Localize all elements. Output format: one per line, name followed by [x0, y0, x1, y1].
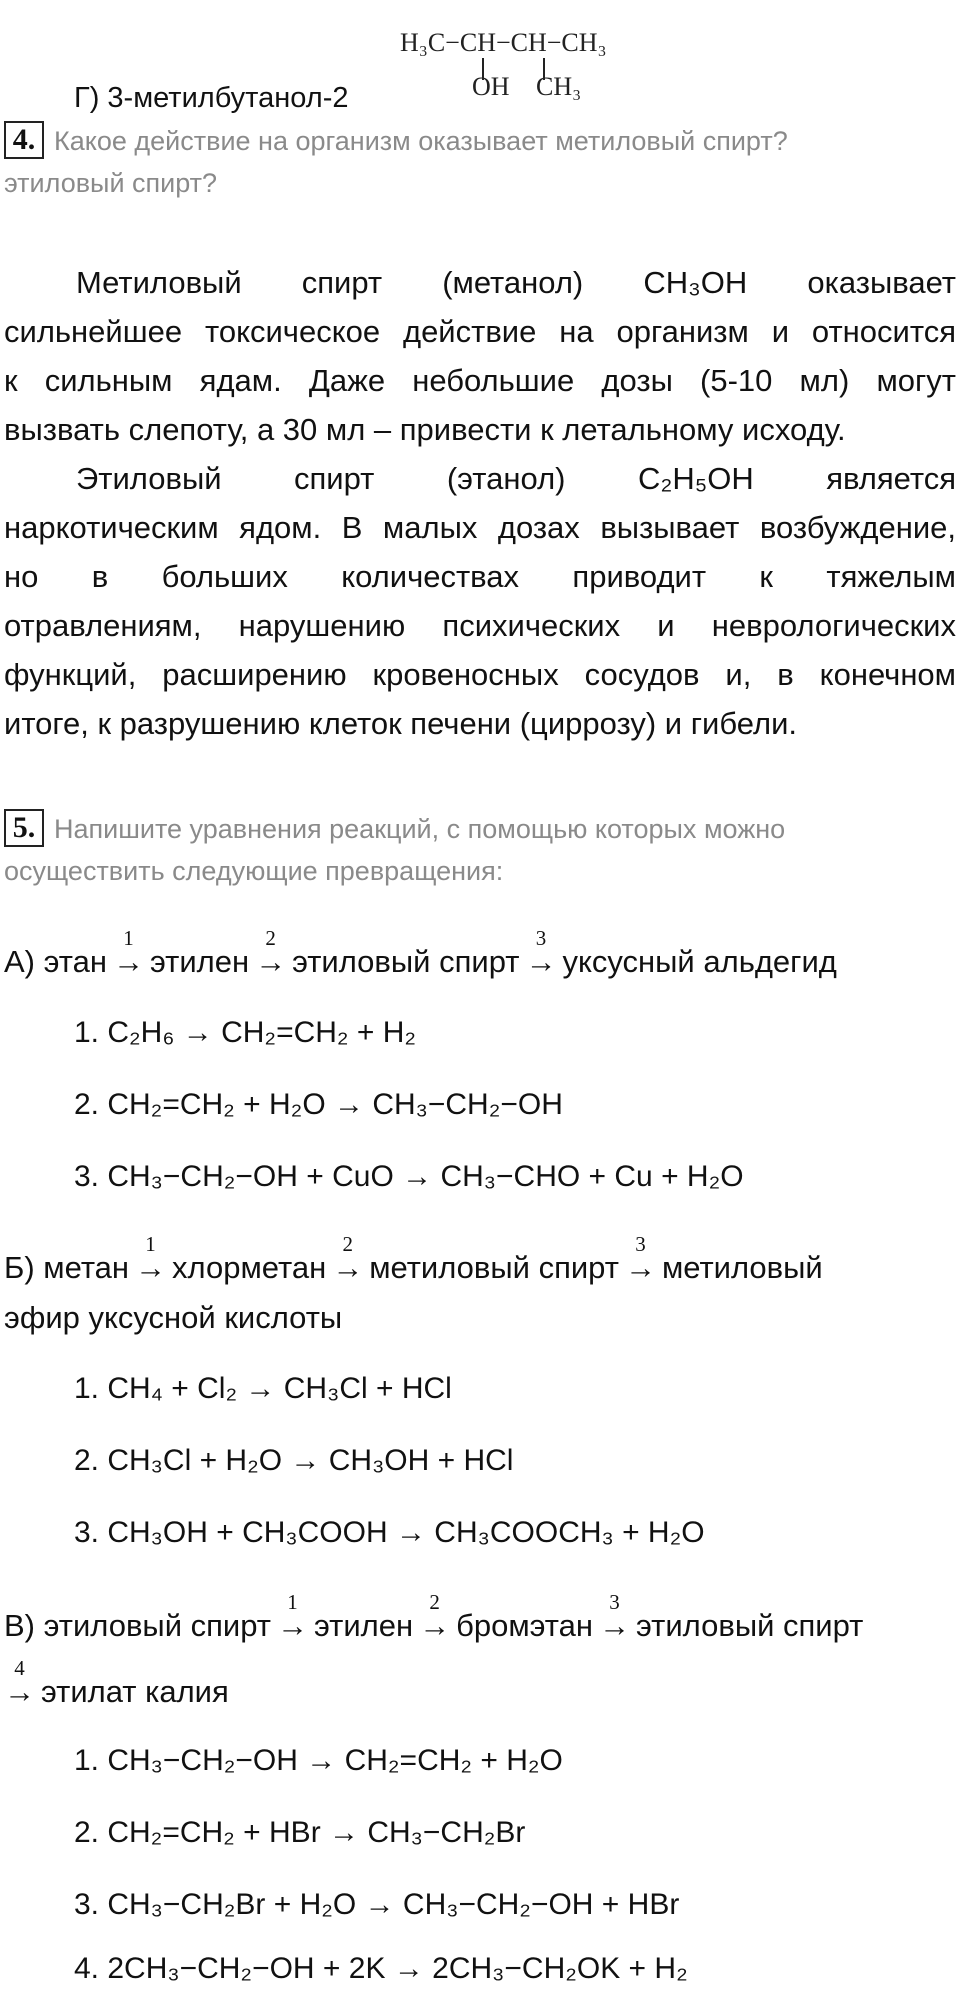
chain-item: уксусный альдегид	[562, 944, 837, 979]
paragraph-line: Метиловый спирт (метанол) CH₃OH оказывает	[76, 265, 956, 300]
arrow-step-number: 1	[287, 1590, 298, 1614]
question-5-text-line1: Напишите уравнения реакций, с помощью которых можно	[54, 814, 786, 844]
chain-item: этиловый спирт	[292, 944, 520, 979]
chain-item: метиловый спирт	[369, 1250, 619, 1285]
equation: 2. CH₂=CH₂ + H₂O → CH₃−CH₂−OH	[74, 1088, 563, 1121]
question-5-number: 5.	[4, 809, 44, 847]
formula-oh-group: OH	[472, 72, 510, 101]
paragraph-line: сильнейшее токсическое действие на организм и относится	[4, 314, 956, 349]
equation: 1. CH₄ + Cl₂ → CH₃Cl + HCl	[74, 1372, 452, 1405]
reaction-arrow: 3 →	[599, 1606, 630, 1646]
chain-b-continuation: эфир уксусной кислоты	[4, 1300, 343, 1335]
equation: 4. 2CH₃−CH₂−OH + 2K → 2CH₃−CH₂OK + H₂	[74, 1952, 688, 1985]
chain-v-continuation	[4, 1656, 229, 1712]
arrow-step-number: 4	[14, 1656, 25, 1680]
equation: 3. CH₃−CH₂Br + H₂O → CH₃−CH₂−OH + HBr	[74, 1888, 680, 1921]
reaction-arrow: 1 →	[135, 1248, 166, 1288]
reaction-arrow: 1 →	[113, 942, 144, 982]
arrow-step-number: 2	[429, 1590, 440, 1614]
chain-v	[4, 1590, 864, 1646]
arrow-step-number: 2	[342, 1232, 353, 1256]
chain-item: бромэтан	[456, 1608, 594, 1643]
paragraph-line: вызвать слепоту, а 30 мл – привести к летальному исходу.	[4, 412, 846, 447]
arrow-step-number: 1	[145, 1232, 156, 1256]
arrow-step-number: 3	[609, 1590, 620, 1614]
chain-a	[4, 926, 837, 982]
chain-item: этилен	[149, 944, 250, 979]
chain-label: Б)	[4, 1250, 35, 1285]
chain-item: метиловый	[661, 1250, 823, 1285]
arrow-step-number: 3	[535, 926, 547, 950]
question-4-text-line1: Какое действие на организм оказывает метиловый спирт?	[54, 126, 788, 156]
reaction-arrow: 4 →	[4, 1672, 35, 1712]
question-4	[4, 120, 788, 204]
arrow-step-number: 1	[123, 926, 134, 950]
question-4-number: 4.	[4, 121, 44, 159]
answer-4-paragraph-1	[4, 258, 956, 454]
chain-label: А)	[4, 944, 35, 979]
equation: 1. C₂H₆ → CH₂=CH₂ + H₂	[74, 1016, 417, 1049]
paragraph-line: Этиловый спирт (этанол) C₂H₅OH является	[76, 461, 956, 496]
formula-methyl-group: CH₃	[536, 72, 582, 101]
chain-item: этилен	[314, 1608, 414, 1643]
paragraph-line: наркотическим ядом. В малых дозах вызывает возбуждение,	[4, 510, 956, 545]
paragraph-line: к сильным ядам. Даже небольшие дозы (5-10 мл) могут	[4, 363, 956, 398]
equation: 3. CH₃−CH₂−OH + CuO → CH₃−CHO + Cu + H₂O	[74, 1160, 744, 1193]
question-5	[4, 808, 785, 892]
chain-item: этиловый спирт	[636, 1608, 864, 1643]
question-4-text-line2: этиловый спирт?	[4, 168, 218, 198]
arrow-step-number: 3	[635, 1232, 646, 1256]
reaction-arrow: 2 →	[419, 1606, 450, 1646]
reaction-arrow: 2 →	[255, 942, 286, 982]
chain-item: этиловый спирт	[43, 1608, 271, 1643]
chain-item: метан	[43, 1250, 130, 1285]
paragraph-line: итоге, к разрушению клеток печени (циррозу) и гибели.	[4, 706, 797, 741]
reaction-arrow: 3 →	[625, 1248, 656, 1288]
reaction-arrow: 1 →	[277, 1606, 308, 1646]
equation: 1. CH₃−CH₂−OH → CH₂=CH₂ + H₂O	[74, 1744, 563, 1777]
chain-b	[4, 1232, 823, 1288]
arrow-step-number: 2	[265, 926, 276, 950]
paragraph-line: функций, расширению кровеносных сосудов и, в конечном	[4, 657, 956, 692]
formula-main-chain: H₃C−CH−CH−CH₃	[400, 28, 607, 57]
equation: 2. CH₃Cl + H₂O → CH₃OH + HCl	[74, 1444, 514, 1477]
equation: 3. CH₃OH + CH₃COOH → CH₃COOCH₃ + H₂O	[74, 1516, 705, 1549]
chain-item: хлорметан	[172, 1250, 327, 1285]
reaction-arrow: 3 →	[525, 942, 556, 982]
chain-label: В)	[4, 1608, 35, 1643]
reaction-arrow: 2 →	[332, 1248, 363, 1288]
answer-4-paragraph-2	[4, 454, 956, 748]
equation: 2. CH₂=CH₂ + HBr → CH₃−CH₂Br	[74, 1816, 526, 1849]
question-5-text-line2: осуществить следующие превращения:	[4, 856, 504, 886]
chain-item: этан	[43, 944, 107, 979]
answer-g: Г) 3-метилбутанол-2	[74, 82, 349, 114]
chain-item: этилат калия	[41, 1674, 229, 1709]
paragraph-line: но в больших количествах приводит к тяжелым	[4, 559, 956, 594]
structural-formula	[400, 28, 680, 108]
formula-substituents	[472, 72, 582, 102]
paragraph-line: отравлениям, нарушению психических и неврологических	[4, 608, 956, 643]
